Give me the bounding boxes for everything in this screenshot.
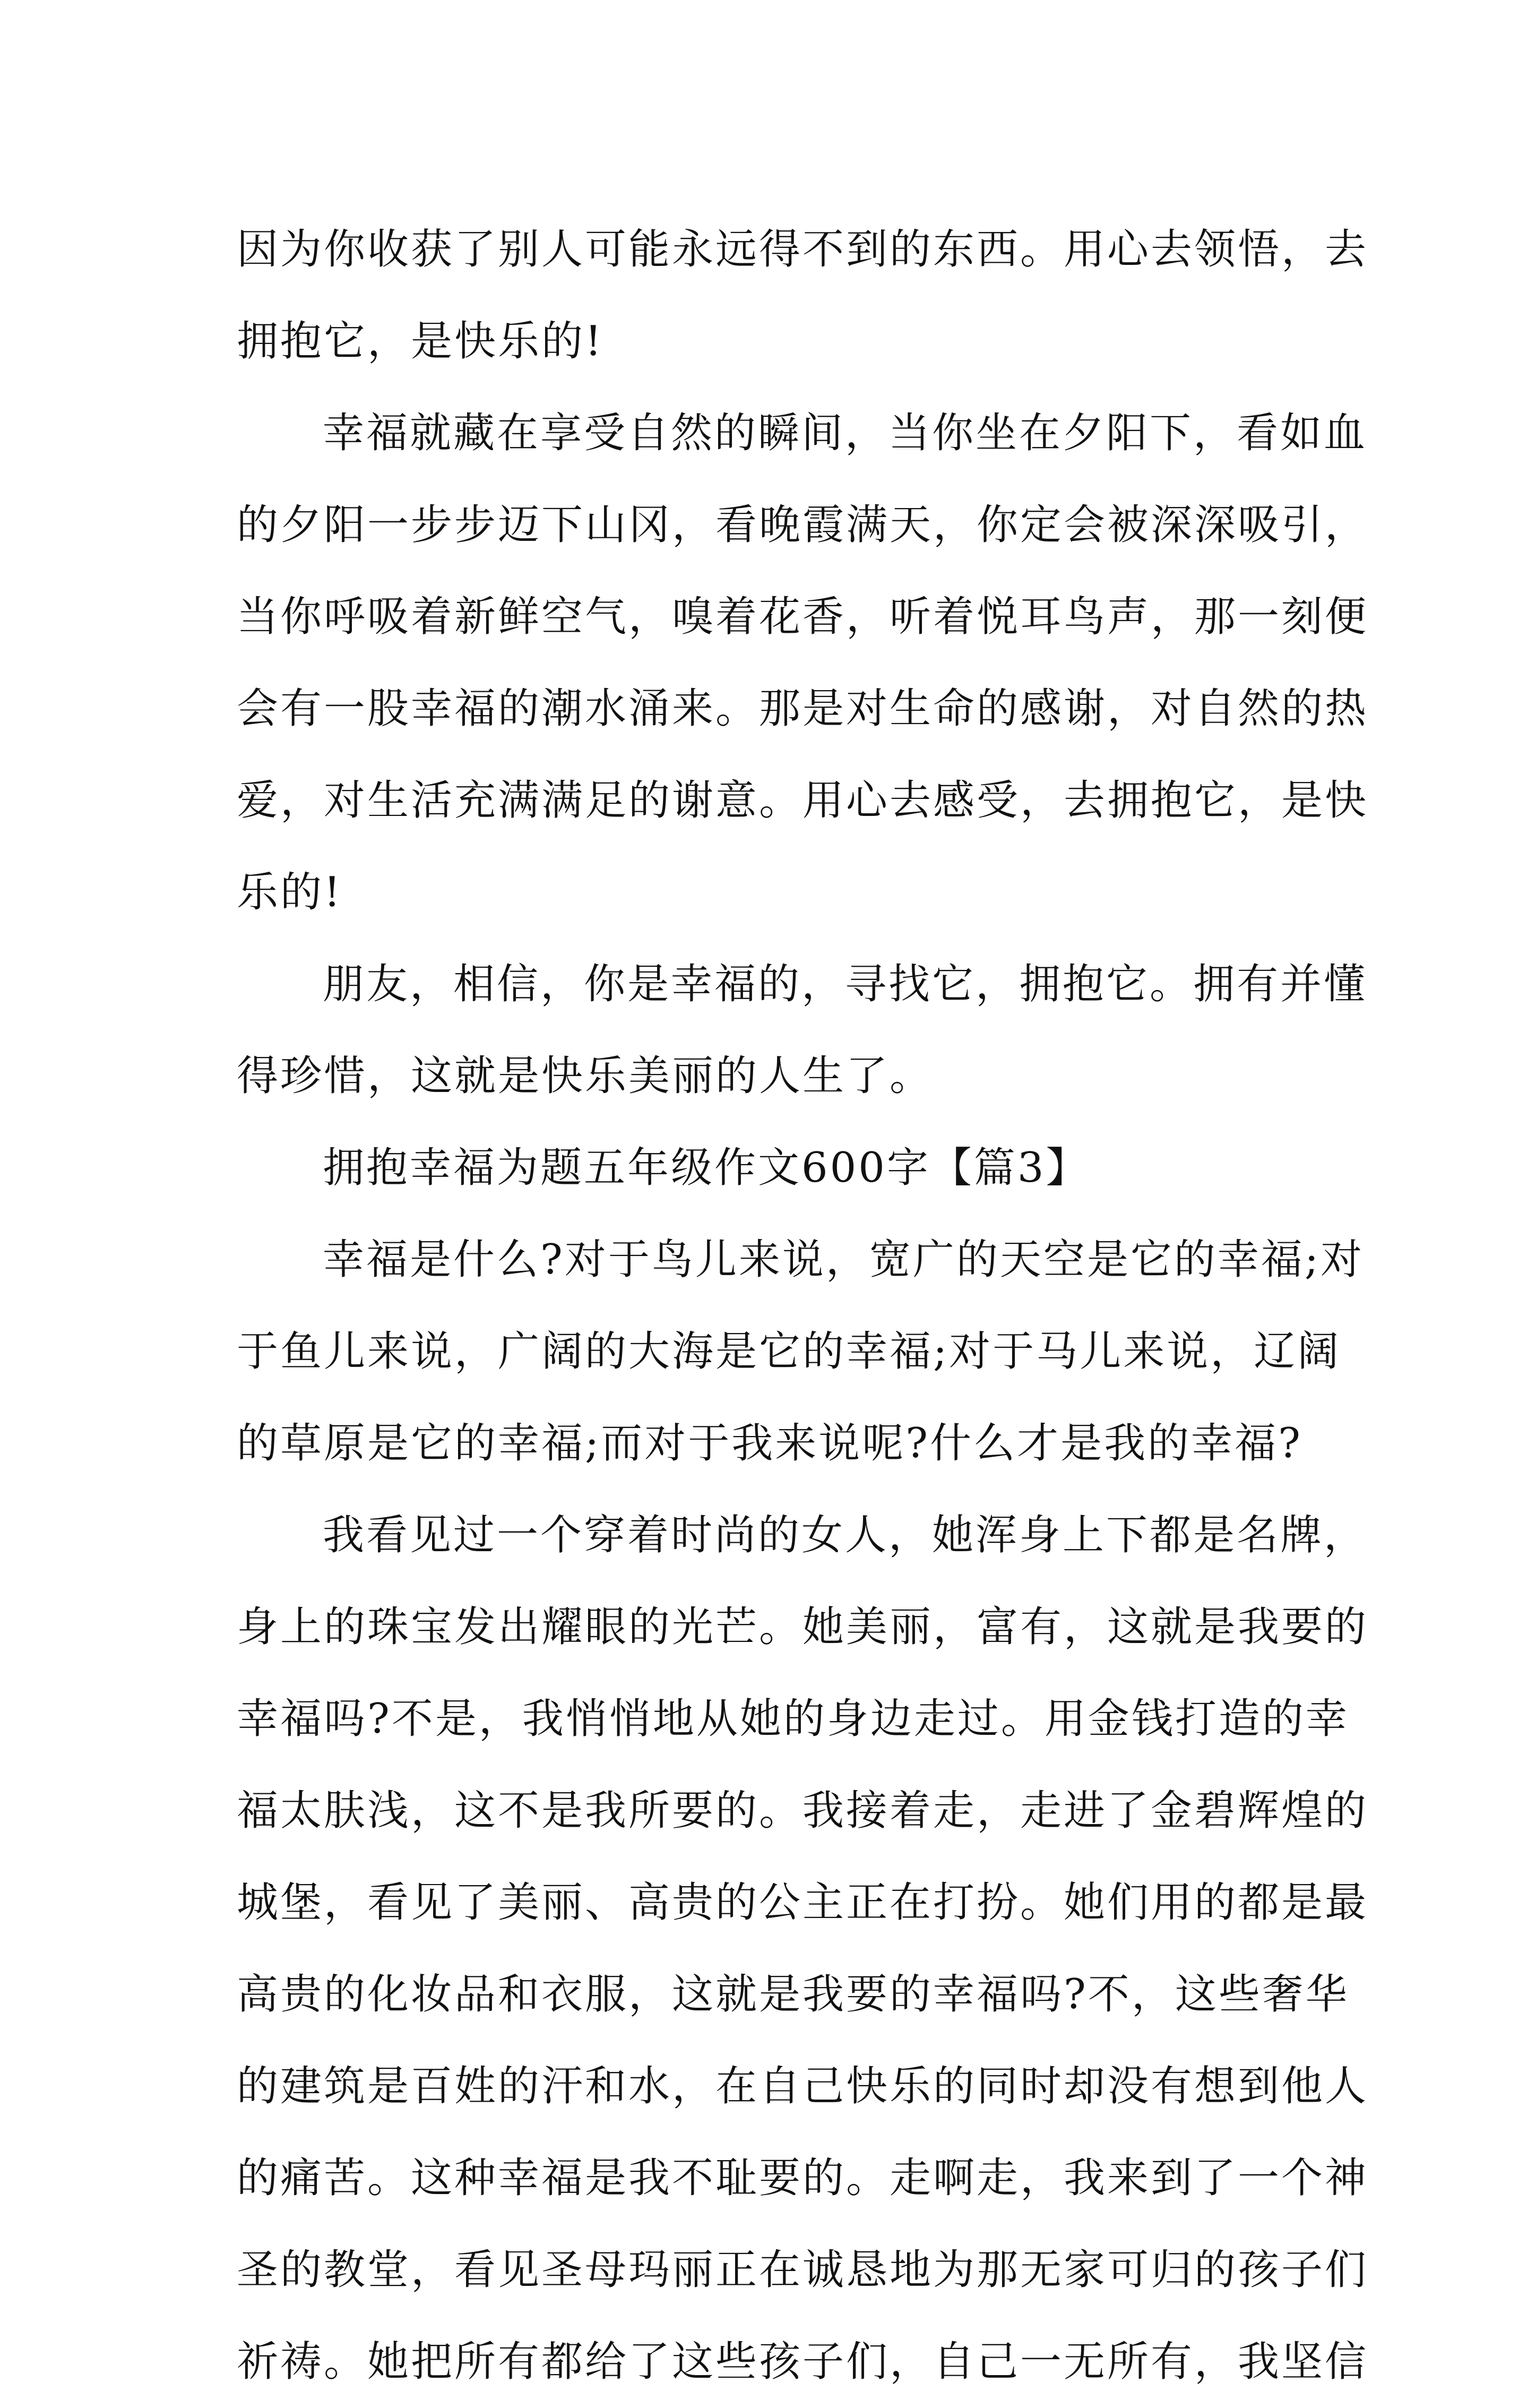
text-line: 于鱼儿来说，广阔的大海是它的幸福;对于马儿来说，辽阔	[237, 1328, 1341, 1375]
text-line: 会有一股幸福的潮水涌来。那是对生命的感谢，对自然的热	[237, 685, 1369, 733]
text-line: 幸福吗?不是，我悄悄地从她的身边走过。用金钱打造的幸	[237, 1695, 1349, 1743]
text-line: 祈祷。她把所有都给了这些孩子们，自己一无所有，我坚信	[237, 2338, 1369, 2386]
text-line: 拥抱它，是快乐的!	[237, 317, 604, 365]
document-body	[237, 204, 1369, 2408]
text-line: 因为你收获了别人可能永远得不到的东西。用心去领悟，去	[237, 226, 1369, 273]
text-line: 得珍惜，这就是快乐美丽的人生了。	[237, 1052, 934, 1100]
text-line: 幸福是什么?对于鸟儿来说，宽广的天空是它的幸福;对	[323, 1236, 1365, 1284]
text-line: 我看见过一个穿着时尚的女人，她浑身上下都是名牌，	[323, 1511, 1368, 1559]
text-line: 爱，对生活充满满足的谢意。用心去感受，去拥抱它，是快	[237, 777, 1369, 824]
text-line: 的夕阳一步步迈下山冈，看晚霞满天，你定会被深深吸引，	[237, 501, 1369, 549]
text-line: 的草原是它的幸福;而对于我来说呢?什么才是我的幸福?	[237, 1420, 1302, 1467]
text-line: 当你呼吸着新鲜空气，嗅着花香，听着悦耳鸟声，那一刻便	[237, 593, 1369, 641]
text-line: 福太肤浅，这不是我所要的。我接着走，走进了金碧辉煌的	[237, 1787, 1369, 1835]
text-line: 乐的!	[237, 868, 343, 916]
text-line: 城堡，看见了美丽、高贵的公主正在打扮。她们用的都是最	[237, 1879, 1369, 1927]
text-line: 高贵的化妆品和衣服，这就是我要的幸福吗?不，这些奢华	[237, 1971, 1349, 2018]
text-line: 朋友，相信，你是幸福的，寻找它，拥抱它。拥有并懂	[323, 960, 1368, 1008]
text-line: 的痛苦。这种幸福是我不耻要的。走啊走，我来到了一个神	[237, 2154, 1369, 2202]
text-line: 幸福就藏在享受自然的瞬间，当你坐在夕阳下，看如血	[323, 409, 1368, 457]
text-line: 圣的教堂，看见圣母玛丽正在诚恳地为那无家可归的孩子们	[237, 2246, 1369, 2294]
text-line: 身上的珠宝发出耀眼的光芒。她美丽，富有，这就是我要的	[237, 1603, 1369, 1651]
section-heading: 拥抱幸福为题五年级作文600字【篇3】	[323, 1144, 1090, 1192]
text-line: 的建筑是百姓的汗和水，在自己快乐的同时却没有想到他人	[237, 2062, 1369, 2110]
